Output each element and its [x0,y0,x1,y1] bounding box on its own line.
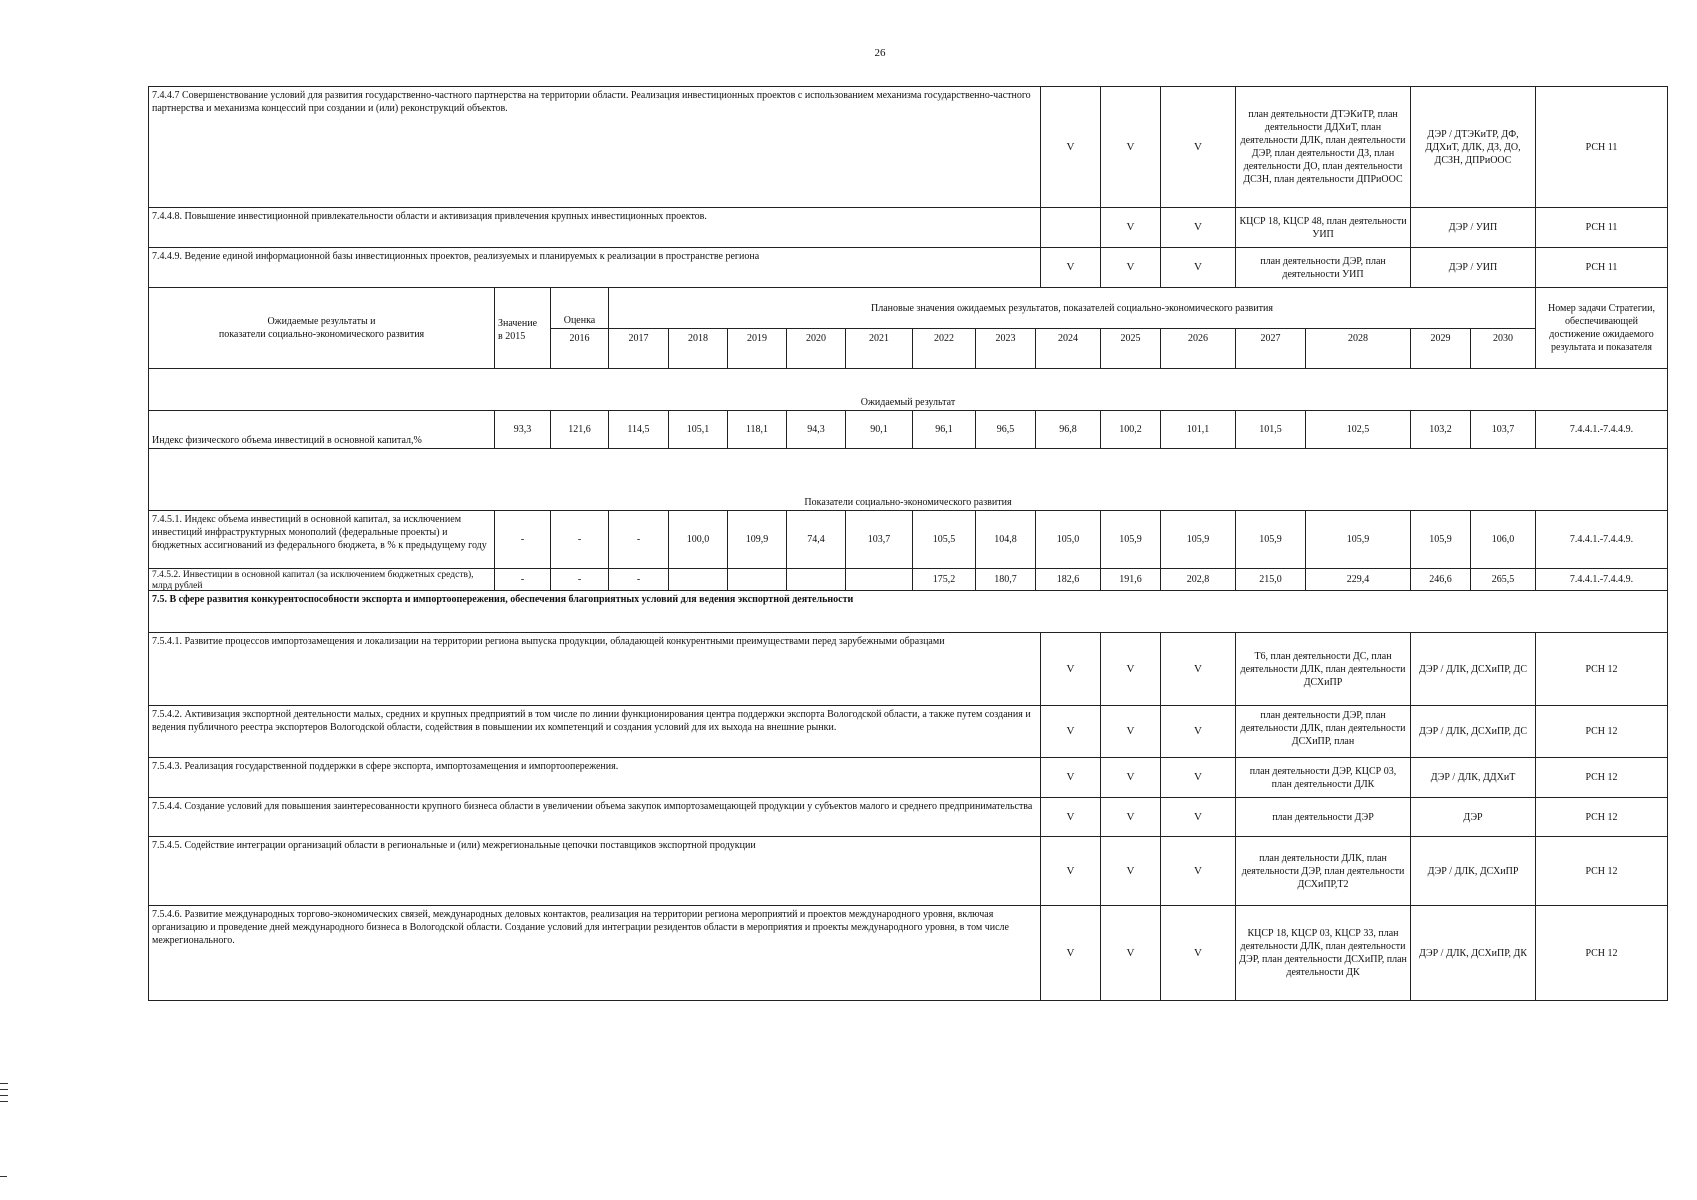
indicator-value: 109,9 [727,510,787,569]
header-label-line2: показатели социально-экономического развития [218,329,425,340]
task-plan: план деятельности ДЭР, план деятельности УИП [1235,247,1411,288]
indicator-value: 265,5 [1470,568,1536,591]
indicator-value [727,568,787,591]
scan-edge-mark [0,1101,8,1102]
header-planned-values: Плановые значения ожидаемых результатов, показателей социально-экономического развития [608,287,1536,329]
indicator-task-ref: 7.4.4.1.-7.4.4.9. [1535,510,1668,569]
task-plan: план деятельности ДЭР, КЦСР 03, план деятельности ДЛК [1235,757,1411,798]
task-text: 7.5.4.6. Развитие международных торгово-экономических связей, международных деловых контактов, реализация на территории региона мероприятий и проектов международного уровня, включая организацию и проведение дней международного бизнеса в Вологодской области. Создание условий для интеграции резидентов области в мероприятия и проекты международного уровня, в том числе межрегионального. [148,905,1041,1001]
task-responsible: ДЭР / ДЛК, ДСХиПР, ДК [1410,905,1536,1001]
task-mark: V [1040,905,1101,1001]
indicator-value: - [550,510,609,569]
task-responsible: ДЭР / ДЛК, ДСХиПР, ДС [1410,705,1536,758]
indicator-value: 103,7 [845,510,913,569]
header-year: 2025 [1100,328,1161,369]
task-mark: V [1100,207,1161,248]
task-number: РСН 12 [1535,632,1668,706]
indicator-value: 104,8 [975,510,1036,569]
result-value: 118,1 [727,410,787,449]
result-value: 101,1 [1160,410,1236,449]
result-value: 114,5 [608,410,669,449]
indicator-value: 105,9 [1160,510,1236,569]
result-value: 101,5 [1235,410,1306,449]
task-mark: V [1160,757,1236,798]
task-text: 7.5.4.1. Развитие процессов импортозамещения и локализации на территории региона выпуска продукции, обладающей конкурентными преимуществами перед зарубежными образцами [148,632,1041,706]
indicator-value: 74,4 [786,510,846,569]
task-mark: V [1160,836,1236,906]
task-number: РСН 11 [1535,86,1668,208]
header-year: 2018 [668,328,728,369]
header-year: 2016 [550,328,609,369]
task-plan: КЦСР 18, КЦСР 03, КЦСР 33, план деятельности ДЛК, план деятельности ДЭР, план деятельности ДСХиПР, план деятельности ДК [1235,905,1411,1001]
page-number: 26 [874,47,886,59]
indicator-value: - [494,510,551,569]
task-mark: V [1100,247,1161,288]
indicator-value: 182,6 [1035,568,1101,591]
task-number: РСН 11 [1535,207,1668,248]
task-mark: V [1100,632,1161,706]
task-responsible: ДЭР / УИП [1410,207,1536,248]
result-task-ref: 7.4.4.1.-7.4.4.9. [1535,410,1668,449]
task-mark: V [1040,705,1101,758]
indicator-value: 105,9 [1235,510,1306,569]
header-indicator-label [148,287,495,369]
indicator-value: 105,9 [1410,510,1471,569]
task-responsible: ДЭР [1410,797,1536,837]
task-mark: V [1160,797,1236,837]
task-mark: V [1040,836,1101,906]
indicator-task-ref: 7.4.4.1.-7.4.4.9. [1535,568,1668,591]
task-mark: V [1040,632,1101,706]
task-responsible: ДЭР / ДЛК, ДСХиПР, ДС [1410,632,1536,706]
result-value: 96,5 [975,410,1036,449]
indicator-value: 105,9 [1100,510,1161,569]
header-value-2015 [494,287,551,369]
task-plan: КЦСР 18, КЦСР 48, план деятельности УИП [1235,207,1411,248]
task-number: РСН 12 [1535,757,1668,798]
indicator-value: 229,4 [1305,568,1411,591]
task-number: РСН 11 [1535,247,1668,288]
task-mark: V [1100,905,1161,1001]
result-value: 90,1 [845,410,913,449]
task-text: 7.5.4.4. Создание условий для повышения заинтересованности крупного бизнеса области в увеличении объема закупок импортозамещающей продукции у субъектов малого и среднего предпринимательства [148,797,1041,837]
header-year: 2017 [608,328,669,369]
task-plan: план деятельности ДТЭКиТР, план деятельности ДДХиТ, план деятельности ДЛК, план деятельности ДЭР, план деятельности ДЗ, план деятельности ДО, план деятельности ДСЗН, план деятельности ДПРиООС [1235,86,1411,208]
indicator-value [668,568,728,591]
header-year: 2027 [1235,328,1306,369]
header-year: 2026 [1160,328,1236,369]
task-plan: план деятельности ДЛК, план деятельности ДЭР, план деятельности ДСХиПР,Т2 [1235,836,1411,906]
task-number: РСН 12 [1535,836,1668,906]
task-text: 7.5.4.5. Содействие интеграции организаций области в региональные и (или) межрегиональные цепочки поставщиков экспортной продукции [148,836,1041,906]
task-mark: V [1160,247,1236,288]
section-7-5-heading: 7.5. В сфере развития конкурентоспособности экспорта и импортоопережения, обеспечения благоприятных условий для ведения экспортной деятельности [148,590,1668,633]
result-value: 105,1 [668,410,728,449]
task-text: 7.5.4.3. Реализация государственной поддержки в сфере экспорта, импортозамещения и импортоопережения. [148,757,1041,798]
indicator-value: 246,6 [1410,568,1471,591]
indicator-value: 105,0 [1035,510,1101,569]
task-text: 7.4.4.7 Совершенствование условий для развития государственно-частного партнерства на территории области. Реализация инвестиционных проектов с использованием механизма государственно-частного партнерства и механизма концессий при создании и (или) реконструкций объектов. [148,86,1041,208]
header-year: 2021 [845,328,913,369]
indicator-value: 175,2 [912,568,976,591]
task-number: РСН 12 [1535,705,1668,758]
indicator-value: 106,0 [1470,510,1536,569]
task-mark: V [1100,705,1161,758]
task-responsible: ДЭР / ДЛК, ДДХиТ [1410,757,1536,798]
task-plan: Т6, план деятельности ДС, план деятельности ДЛК, план деятельности ДСХиПР [1235,632,1411,706]
scan-edge-mark [0,1095,8,1096]
header-year: 2022 [912,328,976,369]
indicator-value: - [494,568,551,591]
indicator-value [845,568,913,591]
header-2015-line1: Значение [498,317,538,329]
task-text: 7.4.4.9. Ведение единой информационной базы инвестиционных проектов, реализуемых и планируемых к реализации в пространстве региона [148,247,1041,288]
indicator-value: 215,0 [1235,568,1306,591]
result-value: 96,1 [912,410,976,449]
scan-edge-mark [0,1089,8,1090]
task-mark: V [1100,757,1161,798]
scan-edge-mark [0,1176,7,1177]
task-mark: V [1160,86,1236,208]
task-mark: V [1100,797,1161,837]
expected-result-title: Ожидаемый результат [148,368,1668,411]
header-estimate: Оценка [550,287,609,329]
indicators-title: Показатели социально-экономического развития [148,448,1668,511]
task-mark: V [1160,207,1236,248]
task-mark: V [1040,757,1101,798]
indicator-value: - [608,510,669,569]
task-mark [1040,207,1101,248]
task-text: 7.5.4.2. Активизация экспортной деятельности малых, средних и крупных предприятий в том числе по линии функционирования центра поддержки экспорта Вологодской области, а также путем создания и ведения публичного реестра экспортеров Вологодской области, содействия в повышении их компетенций и создания условий для их выхода на внешние рынки. [148,705,1041,758]
indicator-label: 7.4.5.1. Индекс объема инвестиций в основной капитал, за исключением инвестиций инфраструктурных монополий (федеральные проекты) и бюджетных ассигнований из федерального бюджета, в % к предыдущему году [148,510,495,569]
result-value: 103,7 [1470,410,1536,449]
task-mark: V [1040,797,1101,837]
task-plan: план деятельности ДЭР [1235,797,1411,837]
task-plan: план деятельности ДЭР, план деятельности ДЛК, план деятельности ДСХиПР, план [1235,705,1411,758]
task-mark: V [1040,86,1101,208]
indicator-label: 7.4.5.2. Инвестиции в основной капитал (за исключением бюджетных средств), млрд рублей [148,568,495,591]
result-value: 121,6 [550,410,609,449]
indicator-value: 191,6 [1100,568,1161,591]
header-year: 2024 [1035,328,1101,369]
indicator-value: 105,9 [1305,510,1411,569]
task-mark: V [1160,705,1236,758]
task-mark: V [1160,632,1236,706]
result-value: 100,2 [1100,410,1161,449]
result-value: 93,3 [494,410,551,449]
task-mark: V [1100,86,1161,208]
task-mark: V [1040,247,1101,288]
scan-edge-mark [0,1083,8,1084]
task-number: РСН 12 [1535,797,1668,837]
task-number: РСН 12 [1535,905,1668,1001]
result-value: 103,2 [1410,410,1471,449]
indicator-value [786,568,846,591]
task-responsible: ДЭР / УИП [1410,247,1536,288]
indicator-value: 100,0 [668,510,728,569]
result-value: 94,3 [786,410,846,449]
task-mark: V [1160,905,1236,1001]
task-responsible: ДЭР / ДТЭКиТР, ДФ, ДДХиТ, ДЛК, ДЗ, ДО, ДСЗН, ДПРиООС [1410,86,1536,208]
result-value: 102,5 [1305,410,1411,449]
header-year: 2029 [1410,328,1471,369]
indicator-value: 202,8 [1160,568,1236,591]
indicator-value: 105,5 [912,510,976,569]
task-mark: V [1100,836,1161,906]
header-year: 2020 [786,328,846,369]
indicator-value: 180,7 [975,568,1036,591]
result-value: 96,8 [1035,410,1101,449]
task-responsible: ДЭР / ДЛК, ДСХиПР [1410,836,1536,906]
header-label-line1: Ожидаемые результаты и [267,316,376,327]
indicator-value: - [550,568,609,591]
header-task-number: Номер задачи Стратегии, обеспечивающей достижение ожидаемого результата и показателя [1535,287,1668,369]
header-year: 2019 [727,328,787,369]
task-text: 7.4.4.8. Повышение инвестиционной привлекательности области и активизация привлечения крупных инвестиционных проектов. [148,207,1041,248]
header-year: 2028 [1305,328,1411,369]
header-year: 2030 [1470,328,1536,369]
result-label: Индекс физического объема инвестиций в основной капитал,% [148,410,495,449]
header-2015-line2: в 2015 [498,330,526,342]
indicator-value: - [608,568,669,591]
header-year: 2023 [975,328,1036,369]
